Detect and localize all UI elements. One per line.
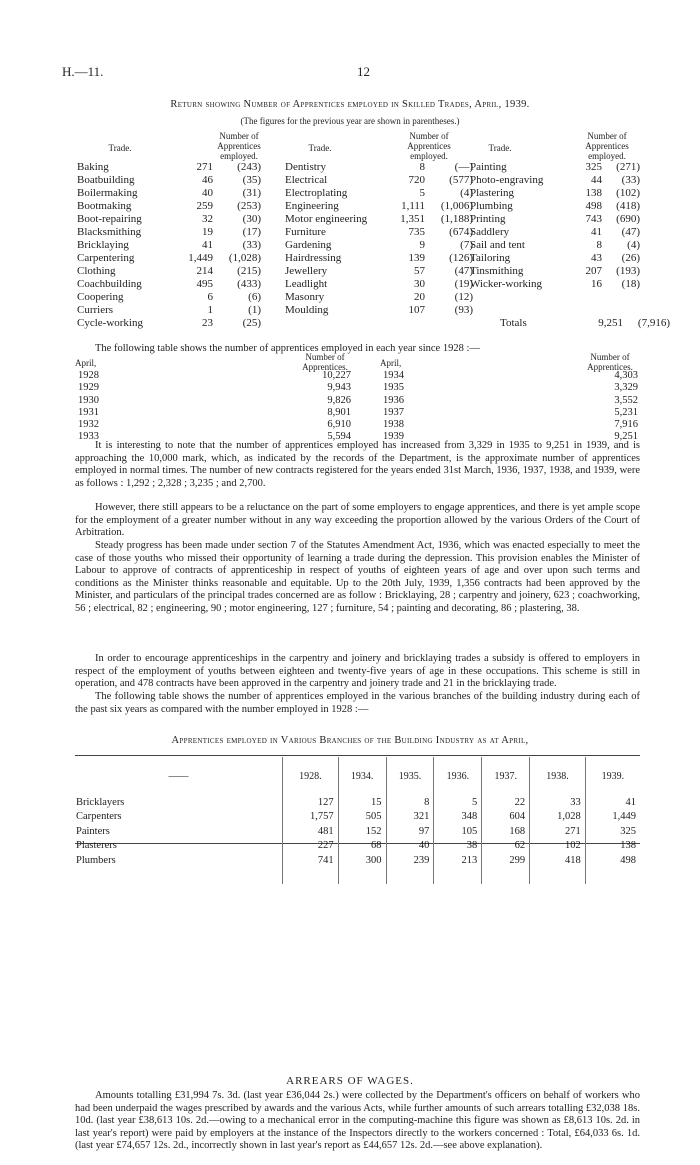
trade-row [285, 265, 485, 278]
trade-name: Boatbuilding [77, 174, 135, 186]
trade-name: Plumbing [470, 200, 513, 212]
previous-year-count: (30) [242, 213, 261, 225]
table-cell: 22 [482, 795, 530, 810]
apprentice-count: 207 [585, 265, 602, 277]
table-cell: 299 [482, 853, 530, 868]
previous-year-count: (26) [621, 252, 640, 264]
table-cell: 105 [434, 824, 482, 839]
apprentice-count: 5,231 [614, 406, 638, 418]
trade-name: Blacksmithing [77, 226, 142, 238]
trade-name: Clothing [77, 265, 116, 277]
year-col-header-1: April, [75, 358, 97, 368]
trade-name: Hairdressing [285, 252, 342, 264]
table-row [75, 795, 640, 810]
previous-year-count: (1,028) [228, 252, 261, 264]
apprentice-count: 498 [585, 200, 602, 212]
previous-year-count: (17) [242, 226, 261, 238]
totals-label: Totals [500, 317, 527, 329]
trade-name: Tinsmithing [470, 265, 524, 277]
trade-row [285, 304, 485, 317]
trade-row [77, 278, 277, 291]
table-cell: 498 [585, 853, 640, 868]
table-cell: 33 [530, 795, 586, 810]
trade-row [285, 174, 485, 187]
apprentice-count: 5 [419, 187, 425, 199]
apprentice-count: 1 [207, 304, 213, 316]
return-table-subtitle: (The figures for the previous year are shown in parentheses.) [240, 116, 460, 126]
year-header: 1934. [338, 757, 386, 795]
trade-name: Coachbuilding [77, 278, 142, 290]
table-cell: 227 [283, 839, 339, 854]
trade-name: Printing [470, 213, 506, 225]
table-cell: 213 [434, 853, 482, 868]
year: 1935 [383, 382, 404, 394]
apprentice-count: 8 [596, 239, 602, 251]
building-trade-name: Plasterers [76, 840, 117, 852]
trade-name: Electrical [285, 174, 328, 186]
previous-year-count: (18) [621, 278, 640, 290]
apprentice-count: 41 [591, 226, 602, 238]
trade-row [77, 187, 277, 200]
trade-row [77, 239, 277, 252]
trade-row [77, 252, 277, 265]
table-cell: 138 [585, 839, 640, 854]
paragraph-subsidy: In order to encourage apprenticeships in the carpentry and joinery and bricklaying trades a subsidy is offered to employers in respect of the employment of youths between eighteen and twenty-five years of age in these occupations. This scheme is still in operation, and 478 contracts have been approved in the carpentry and joinery trade and 21 in the bricklaying trade. [75, 653, 640, 689]
year: 1939 [383, 431, 404, 443]
apprentice-count: 9,943 [327, 382, 351, 394]
table-cell: 127 [283, 795, 339, 810]
trade-row [77, 304, 277, 317]
trade-row [470, 200, 670, 213]
apprentice-count: 259 [196, 200, 213, 212]
trade-row [285, 161, 485, 174]
apprentice-count: 19 [202, 226, 213, 238]
previous-year-count: (93) [454, 304, 473, 316]
table-cell: 741 [283, 853, 339, 868]
apprentice-count: 23 [202, 317, 213, 329]
apprentice-count: 8,901 [327, 406, 351, 418]
trade-name: Boilermaking [77, 187, 138, 199]
apprentice-count: 41 [202, 239, 213, 251]
apprentice-count: 1,449 [188, 252, 213, 264]
trade-row [285, 200, 485, 213]
previous-year-count: (271) [616, 161, 640, 173]
previous-year-count: (1,188) [440, 213, 473, 225]
spacer-cell [386, 868, 434, 884]
year-row [75, 370, 640, 382]
table-cell: 325 [585, 824, 640, 839]
previous-year-count: (433) [237, 278, 261, 290]
apprentice-count: 30 [414, 278, 425, 290]
building-table-dash: —— [168, 770, 189, 782]
trade-row [470, 265, 670, 278]
apprentice-count: 735 [408, 226, 425, 238]
apprentice-count: 3,329 [614, 382, 638, 394]
paragraph-building-intro: The following table shows the number of apprentices employed in the various branches of the building industry during each of the past six years as compared with the number employed in 1928 :— [75, 691, 640, 715]
apprentice-count: 6 [207, 291, 213, 303]
table-cell: 41 [585, 795, 640, 810]
table-cell: 168 [482, 824, 530, 839]
trade-row [285, 278, 485, 291]
trade-name: Gardening [285, 239, 332, 251]
trade-row [470, 187, 670, 200]
table-row [75, 810, 640, 825]
arrears-title: ARREARS OF WAGES. [286, 1075, 414, 1087]
trade-name: Bricklaying [77, 239, 129, 251]
table-spacer-row [75, 868, 640, 884]
previous-year-count: (33) [621, 174, 640, 186]
paragraph-reluctance: However, there still appears to be a reluctance on the part of some employers to engage apprentices, and there is yet ample scope for the employment of a greater number without in any way exceeding the proportion allowed by the various Orders of the Court of Arbitration. [75, 502, 640, 538]
year-header: 1936. [434, 757, 482, 795]
table-cell: 300 [338, 853, 386, 868]
table-cell: 418 [530, 853, 586, 868]
trade-row [285, 213, 485, 226]
table-cell: 15 [338, 795, 386, 810]
year-row [75, 395, 640, 407]
trade-name: Leadlight [285, 278, 328, 290]
building-trade-name: Bricklayers [76, 796, 125, 808]
trade-row [470, 239, 670, 252]
previous-year-count: (243) [237, 161, 261, 173]
year: 1932 [78, 419, 99, 431]
trade-row [285, 187, 485, 200]
trade-name: Saddlery [470, 226, 510, 238]
col-header-trade-3: Trade. [488, 143, 512, 153]
trade-row [470, 213, 670, 226]
previous-year-count: (193) [616, 265, 640, 277]
table-cell: 321 [386, 810, 434, 825]
trade-name: Curriers [77, 304, 114, 316]
apprentice-count: 9 [419, 239, 425, 251]
apprentice-count: 9,251 [614, 431, 638, 443]
apprentice-count: 43 [591, 252, 602, 264]
table-cell: 481 [283, 824, 339, 839]
table-row [75, 839, 640, 854]
col-header-number-2: Number of Apprentices employed. [407, 131, 451, 161]
apprentice-count: 40 [202, 187, 213, 199]
year-header: 1938. [530, 757, 586, 795]
totals-previous: (7,916) [637, 317, 670, 329]
table-cell: 1,028 [530, 810, 586, 825]
trade-name: Electroplating [285, 187, 348, 199]
trade-name: Photo-engraving [470, 174, 544, 186]
building-trade-name: Plumbers [76, 854, 116, 866]
table-cell: 5 [434, 795, 482, 810]
apprentice-count: 7,916 [614, 419, 638, 431]
trade-row [285, 239, 485, 252]
previous-year-count: (47) [621, 226, 640, 238]
previous-year-count: (4) [627, 239, 640, 251]
trade-row [77, 174, 277, 187]
table-cell: 102 [530, 839, 586, 854]
building-trade-name: Painters [76, 825, 110, 837]
trade-row [77, 200, 277, 213]
trade-name: Baking [77, 161, 109, 173]
trade-column-3 [470, 161, 670, 291]
previous-year-count: (47) [454, 265, 473, 277]
spacer-cell [530, 868, 586, 884]
trade-column-2 [285, 161, 485, 317]
table-cell: 38 [434, 839, 482, 854]
year: 1929 [78, 382, 99, 394]
previous-year-count: (102) [616, 187, 640, 199]
table-cell: 348 [434, 810, 482, 825]
trade-name: Carpentering [77, 252, 135, 264]
trade-row [470, 278, 670, 291]
year-row [75, 407, 640, 419]
table-cell: 1,449 [585, 810, 640, 825]
trade-name: Motor engineering [285, 213, 368, 225]
trade-row [77, 317, 277, 330]
trade-row [470, 252, 670, 265]
spacer-cell [75, 868, 283, 884]
apprentice-count: 8 [419, 161, 425, 173]
table-row [75, 853, 640, 868]
trade-row [77, 161, 277, 174]
previous-year-count: (7) [460, 239, 473, 251]
spacer-cell [283, 868, 339, 884]
trade-row [285, 226, 485, 239]
previous-year-count: (4) [460, 187, 473, 199]
apprentice-count: 16 [591, 278, 602, 290]
apprentice-count: 32 [202, 213, 213, 225]
previous-year-count: (19) [454, 278, 473, 290]
previous-year-count: (690) [616, 213, 640, 225]
year-col-header-2: April, [380, 358, 402, 368]
table-cell: 505 [338, 810, 386, 825]
previous-year-count: (253) [237, 200, 261, 212]
arrears-paragraph: Amounts totalling £31,994 7s. 3d. (last year £36,044 2s.) were collected by the Department's officers on behalf of workers who had been underpaid the wages prescribed by awards and the various Acts, while further amounts of such arrears totalling £32,038 18s. 10d. (last year £38,613 10s. 2d.—owing to a mechanical error in the computing-machine this figure was shown as £8,613 10s. 2d. in last year's report) were paid by employers at the instance of the Inspectors directly to the workers concerned : Total, £64,033 6s. 1d. (last year £74,657 12s. 2d., incorrectly shown in last year's report as £44,657 12s. 2d.—see above explanation). [75, 1090, 640, 1151]
year-header: 1928. [283, 757, 339, 795]
year: 1928 [78, 370, 99, 381]
apprentice-count: 743 [585, 213, 602, 225]
table-cell: 68 [338, 839, 386, 854]
col-header-trade-1: Trade. [108, 143, 132, 153]
apprentice-count: 6,910 [327, 419, 351, 431]
page-number: 12 [357, 64, 370, 79]
trade-name: Boot-repairing [77, 213, 142, 225]
table-cell: 152 [338, 824, 386, 839]
apprentice-count: 9,826 [327, 394, 351, 406]
previous-year-count: (1) [248, 304, 261, 316]
trade-name: Moulding [285, 304, 329, 316]
previous-year-count: (674) [449, 226, 473, 238]
apprentice-count: 325 [585, 161, 602, 173]
spacer-cell [482, 868, 530, 884]
previous-year-count: (31) [242, 187, 261, 199]
trade-row [470, 161, 670, 174]
table-cell: 8 [386, 795, 434, 810]
trade-name: Wicker-working [470, 278, 543, 290]
building-table-title: Apprentices employed in Various Branches of the Building Industry as at April, [171, 735, 529, 746]
totals-number: 9,251 [598, 317, 623, 329]
table-cell: 40 [386, 839, 434, 854]
year-header: 1937. [482, 757, 530, 795]
col-header-trade-2: Trade. [308, 143, 332, 153]
year: 1930 [78, 394, 99, 406]
previous-year-count: (12) [454, 291, 473, 303]
apprentice-count: 10,227 [322, 370, 351, 381]
building-trade-name: Carpenters [76, 811, 122, 823]
trade-name: Furniture [285, 226, 326, 238]
building-industry-table [75, 757, 640, 884]
building-table-top-rule [75, 755, 640, 756]
totals-row [470, 317, 670, 330]
spacer-cell [434, 868, 482, 884]
apprentice-count: 107 [408, 304, 425, 316]
document-reference: H.—11. [62, 64, 104, 79]
table-cell: 271 [530, 824, 586, 839]
col-header-number-1: Number of Apprentices employed. [217, 131, 261, 161]
paragraph-year-intro: The following table shows the number of apprentices employed in each year since 1928 :— [95, 343, 480, 354]
trade-name: Cycle-working [77, 317, 143, 329]
year: 1934 [383, 370, 404, 381]
trade-row [77, 265, 277, 278]
apprentice-count: 214 [196, 265, 213, 277]
trade-name: Dentistry [285, 161, 326, 173]
apprentice-count: 138 [585, 187, 602, 199]
trade-row [285, 252, 485, 265]
trade-name: Tailoring [470, 252, 511, 264]
trade-column-1 [77, 161, 277, 330]
apprentice-count: 44 [591, 174, 602, 186]
year-header: 1939. [585, 757, 640, 795]
trade-row [77, 213, 277, 226]
trade-name: Sail and tent [470, 239, 525, 251]
previous-year-count: (25) [242, 317, 261, 329]
previous-year-count: (577) [449, 174, 473, 186]
year-row [75, 419, 640, 431]
trade-name: Painting [470, 161, 507, 173]
apprentice-count: 20 [414, 291, 425, 303]
previous-year-count: (6) [248, 291, 261, 303]
apprentice-count: 1,111 [401, 200, 425, 212]
previous-year-count: (126) [449, 252, 473, 264]
trade-row [470, 174, 670, 187]
previous-year-count: (33) [242, 239, 261, 251]
spacer-cell [338, 868, 386, 884]
number-col-header-2: Number of Apprentices. [587, 352, 633, 372]
year-header: 1935. [386, 757, 434, 795]
table-cell: 239 [386, 853, 434, 868]
trade-row [77, 226, 277, 239]
year: 1936 [383, 394, 404, 406]
apprentice-count: 4,303 [614, 370, 638, 381]
trade-name: Bootmaking [77, 200, 132, 212]
trade-name: Coopering [77, 291, 124, 303]
paragraph-increase: It is interesting to note that the number of apprentices employed has increased from 3,329 in 1935 to 9,251 in 1939, and is approaching the 10,000 mark, which, as indicated by the records of the Department, is the approximate number of apprentices employed in normal times. The number of new contracts registered for the years ended 31st March, 1936, 1937, 1938, and 1939, were as follows : 1,292 ; 2,328 ; 3,235 ; and 2,700. [75, 440, 640, 489]
apprentice-count: 3,552 [614, 394, 638, 406]
previous-year-count: (215) [237, 265, 261, 277]
apprentice-count: 139 [408, 252, 425, 264]
building-table-header-row [75, 757, 640, 795]
year: 1938 [383, 419, 404, 431]
spacer-cell [585, 868, 640, 884]
trade-name: Plastering [470, 187, 514, 199]
table-row [75, 824, 640, 839]
col-header-number-3: Number of Apprentices employed. [585, 131, 629, 161]
return-table-title: Return showing Number of Apprentices employed in Skilled Trades, April, 1939. [170, 99, 530, 110]
trade-name: Engineering [285, 200, 339, 212]
table-cell: 97 [386, 824, 434, 839]
apprentice-count: 5,594 [327, 431, 351, 443]
trade-row [77, 291, 277, 304]
trade-row [285, 291, 485, 304]
previous-year-count: (35) [242, 174, 261, 186]
trade-name: Jewellery [285, 265, 328, 277]
table-cell: 604 [482, 810, 530, 825]
year: 1937 [383, 406, 404, 418]
number-col-header-1: Number of Apprentices. [302, 352, 348, 372]
table-cell: 1,757 [283, 810, 339, 825]
apprentice-count: 57 [414, 265, 425, 277]
apprentice-count: 495 [196, 278, 213, 290]
apprentice-count: 46 [202, 174, 213, 186]
year: 1933 [78, 431, 99, 443]
previous-year-count: (418) [616, 200, 640, 212]
apprentice-count: 1,351 [400, 213, 425, 225]
paragraph-statutes: Steady progress has been made under section 7 of the Statutes Amendment Act, 1936, which was enacted especially to meet the case of those youths who missed their opportunity of learning a trade during the depression. This provision enables the Minister of Labour to approve of contracts of apprenticeship in respect of youths of eighteen years of age and over upon such terms and conditions as the Minister thinks reasonable and equitable. Up to the 20th July, 1939, 1,356 contracts had been approved by the Minister, and particulars of the principal trades concerned are as follow : Bricklaying, 28 ; carpentry and joinery, 623 ; coachworking, 56 ; electrical, 82 ; engineering, 90 ; motor engineering, 127 ; furniture, 54 ; painting and decorating, 86 ; plastering, 38. [75, 540, 640, 614]
year-row [75, 382, 640, 394]
apprentice-count: 271 [196, 161, 213, 173]
previous-year-count: (1,006) [440, 200, 473, 212]
trade-row [470, 226, 670, 239]
previous-year-count: (—) [454, 161, 473, 173]
table-cell: 62 [482, 839, 530, 854]
year: 1931 [78, 406, 99, 418]
trade-name: Masonry [285, 291, 325, 303]
page-header [62, 64, 642, 82]
apprentice-count: 720 [408, 174, 425, 186]
